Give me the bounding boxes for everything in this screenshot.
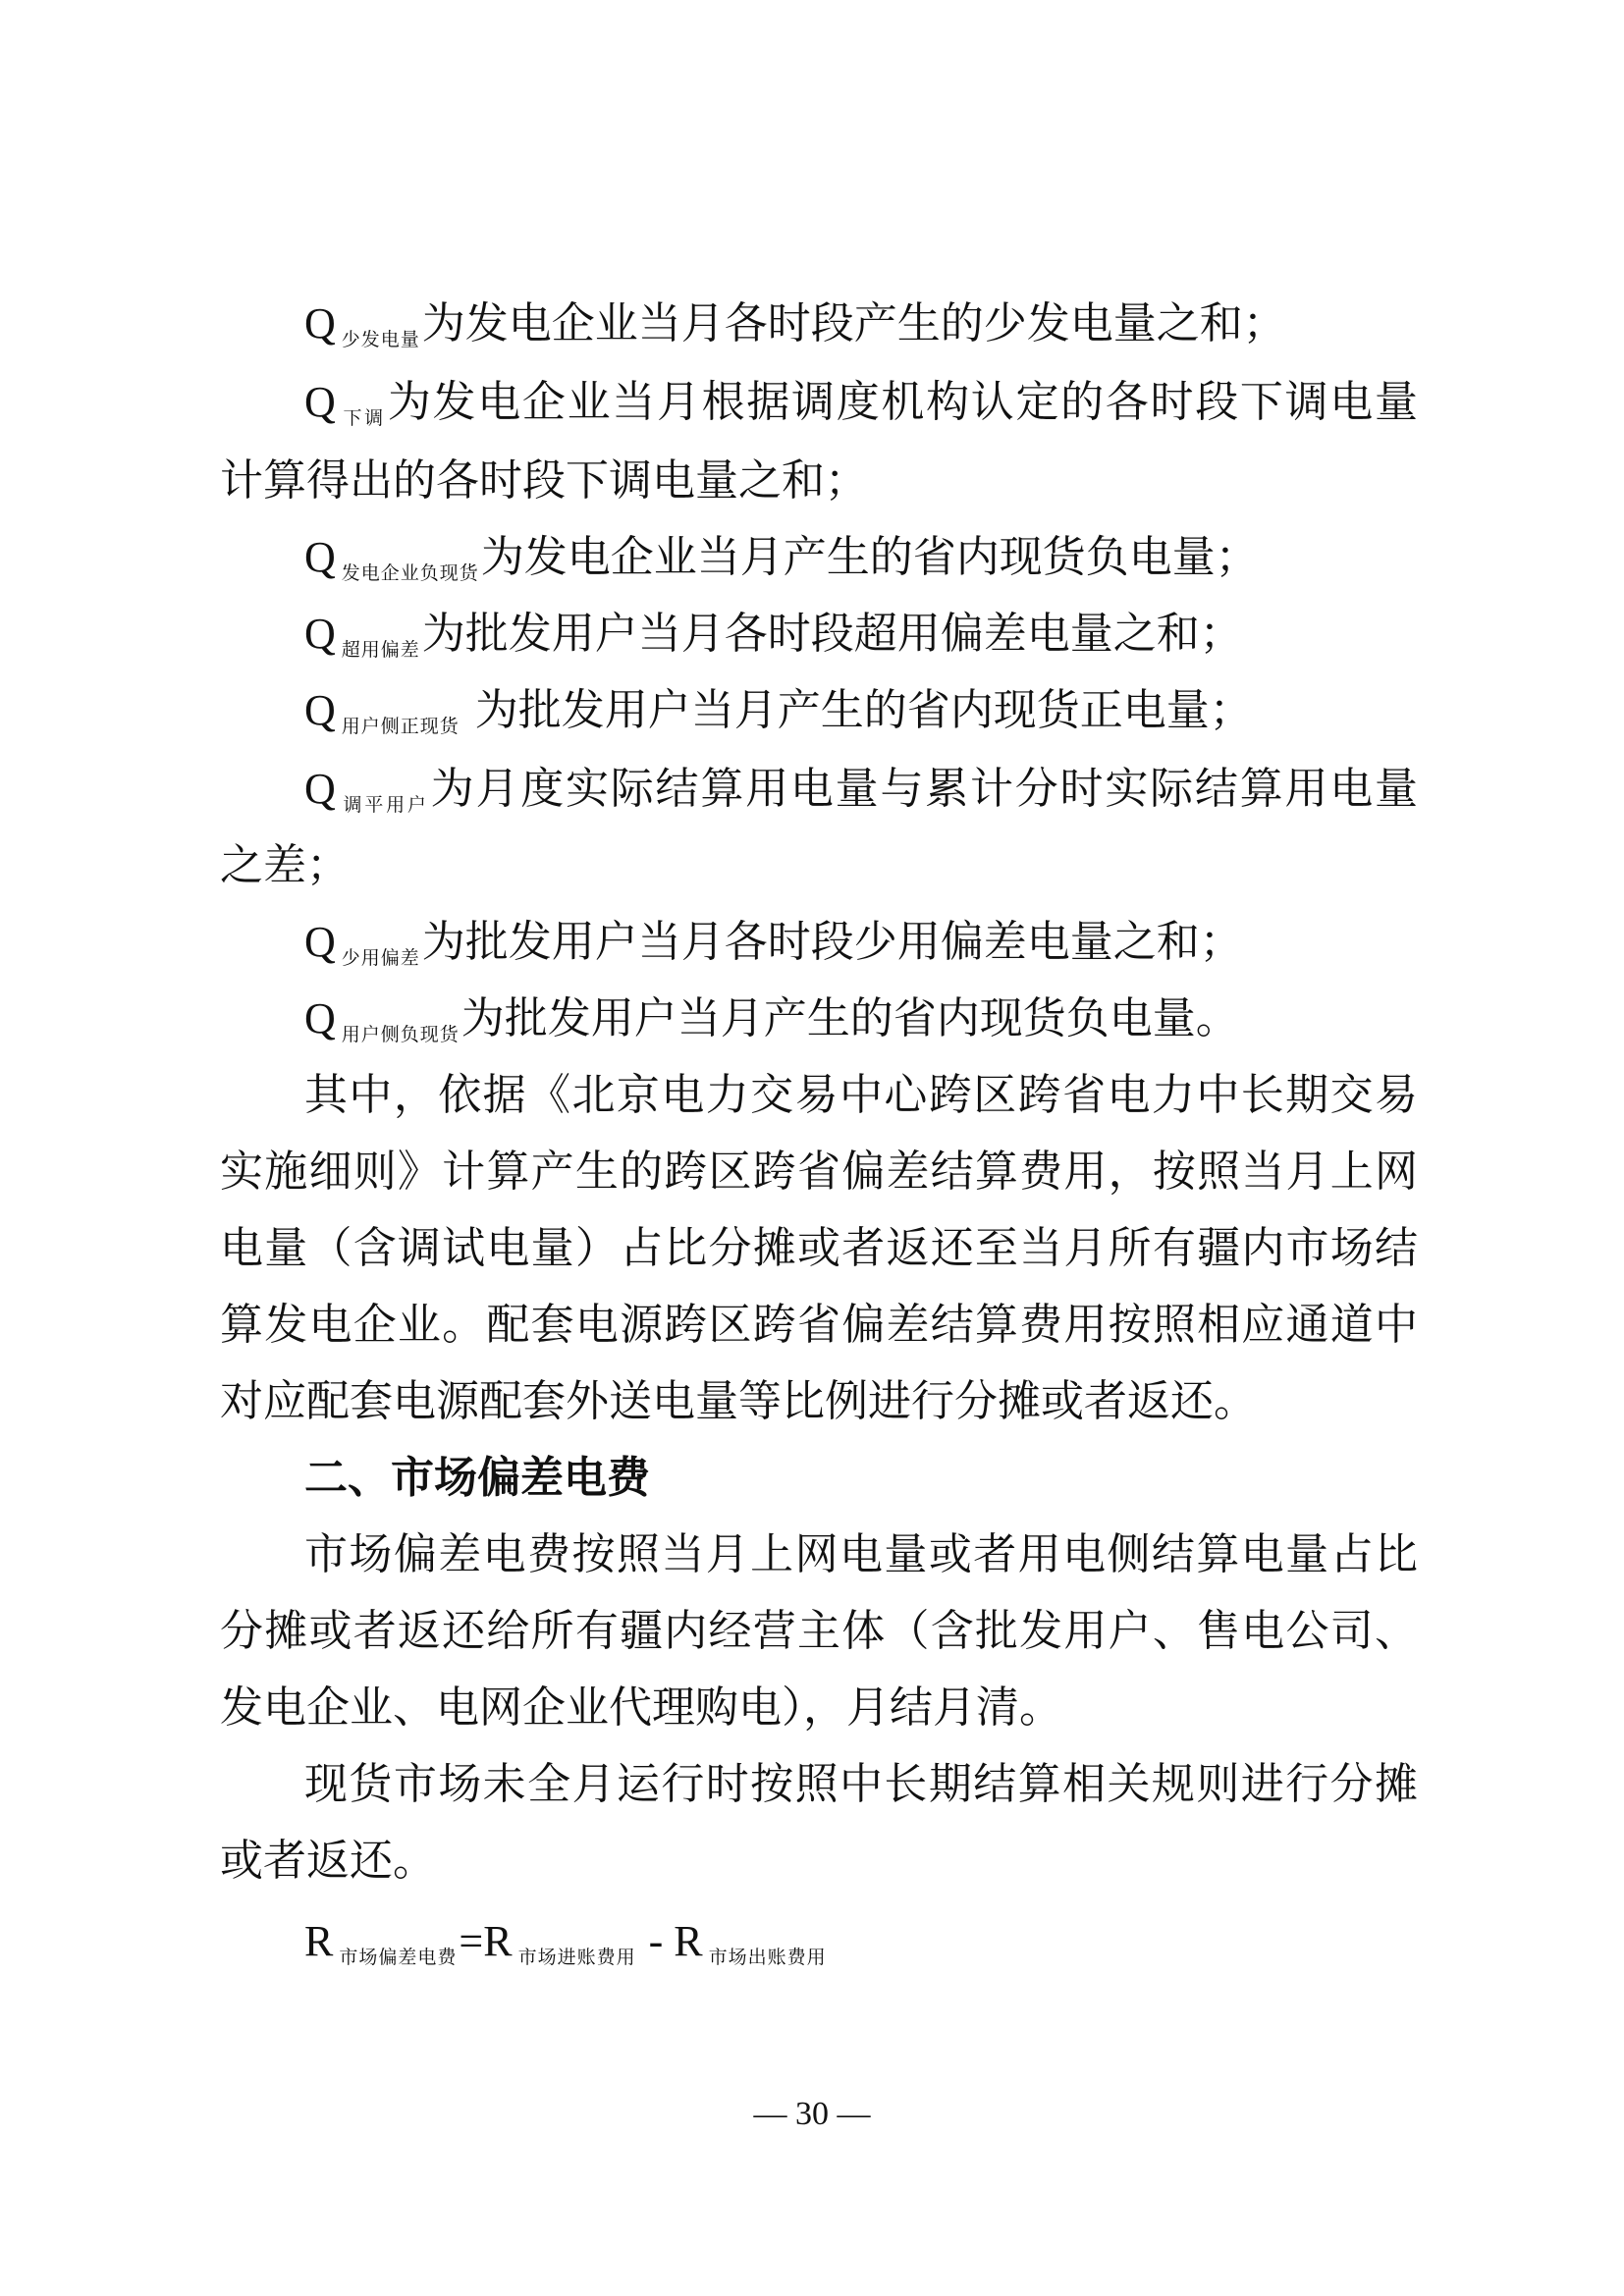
paragraph-line: 对应配套电源配套外送电量等比例进行分摊或者返还。 [220,1376,1257,1426]
definition-text: 为月度实际结算用电量与累计分时实际结算用电量 [430,764,1418,814]
definition-q-yonghu-zhengxianhuo [304,681,1418,740]
subscript: 用户侧负现货 [341,1024,460,1045]
definition-q-shaoyong [304,913,1418,972]
subscript: 用户侧正现货 [341,716,460,737]
subscript: 下调 [341,407,386,429]
symbol-q: Q [304,610,336,658]
subscript: 超用偏差 [341,639,420,661]
paragraph-line: 分摊或者返还给所有疆内经营主体（含批发用户、售电公司、 [220,1606,1418,1656]
formula-subscript: 市场出账费用 [708,1947,827,1968]
formula-symbol: R [483,1917,513,1965]
definition-text: 为批发用户当月产生的省内现货负电量。 [460,993,1239,1043]
symbol-q: Q [304,378,336,426]
formula-equals: = [459,1917,484,1965]
symbol-q: Q [304,918,336,966]
definition-text: 为批发用户当月各时段少用偏差电量之和； [421,917,1243,967]
definition-text: 为发电企业当月各时段产生的少发电量之和； [421,298,1286,348]
symbol-q: Q [304,765,336,813]
subscript: 少发电量 [341,329,420,350]
definition-q-fadian-fuxianhuo [304,528,1418,587]
definition-text: 为批发用户当月产生的省内现货正电量； [460,685,1253,735]
definition-q-xiatiao [304,373,1418,432]
subscript: 少用偏差 [341,947,420,969]
subscript: 发电企业负现货 [341,562,479,584]
definition-text: 为批发用户当月各时段超用偏差电量之和； [421,609,1243,659]
paragraph-line: 电量（含调试电量）占比分摊或者返还至当月所有疆内市场结 [220,1223,1418,1273]
definition-q-shaofa [304,294,1418,353]
definition-text: 为发电企业当月产生的省内现货负电量； [480,532,1259,582]
symbol-q: Q [304,533,336,581]
formula-minus: - [637,1917,675,1965]
paragraph-line: 市场偏差电费按照当月上网电量或者用电侧结算电量占比 [304,1529,1418,1579]
definition-continuation: 计算得出的各时段下调电量之和； [220,455,868,506]
definition-q-yonghu-fuxianhuo [304,989,1418,1048]
paragraph-line: 算发电企业。配套电源跨区跨省偏差结算费用按照相应通道中 [220,1300,1418,1350]
section-heading: 二、市场偏差电费 [304,1453,650,1503]
paragraph-line: 现货市场未全月运行时按照中长期结算相关规则进行分摊 [304,1759,1418,1809]
symbol-q: Q [304,299,336,347]
definition-text: 为发电企业当月根据调度机构认定的各时段下调电量 [387,377,1418,427]
symbol-q: Q [304,686,336,734]
subscript: 调平用户 [341,794,429,816]
paragraph-line: 发电企业、电网企业代理购电），月结月清。 [220,1682,1062,1733]
paragraph-line: 或者返还。 [220,1836,436,1886]
definition-q-tiaoping [304,760,1418,819]
paragraph-line: 实施细则》计算产生的跨区跨省偏差结算费用，按照当月上网 [220,1147,1418,1197]
paragraph-line: 其中，依据《北京电力交易中心跨区跨省电力中长期交易 [304,1070,1418,1120]
formula-subscript: 市场进账费用 [517,1947,636,1968]
definition-q-chaoyong [304,605,1418,664]
symbol-q: Q [304,994,336,1042]
definition-continuation: 之差； [220,840,350,890]
formula-symbol: R [674,1917,703,1965]
formula-subscript: 市场偏差电费 [339,1947,458,1968]
formula [304,1912,1418,1971]
formula-symbol: R [304,1917,334,1965]
page-number: — 30 — [753,2096,871,2132]
